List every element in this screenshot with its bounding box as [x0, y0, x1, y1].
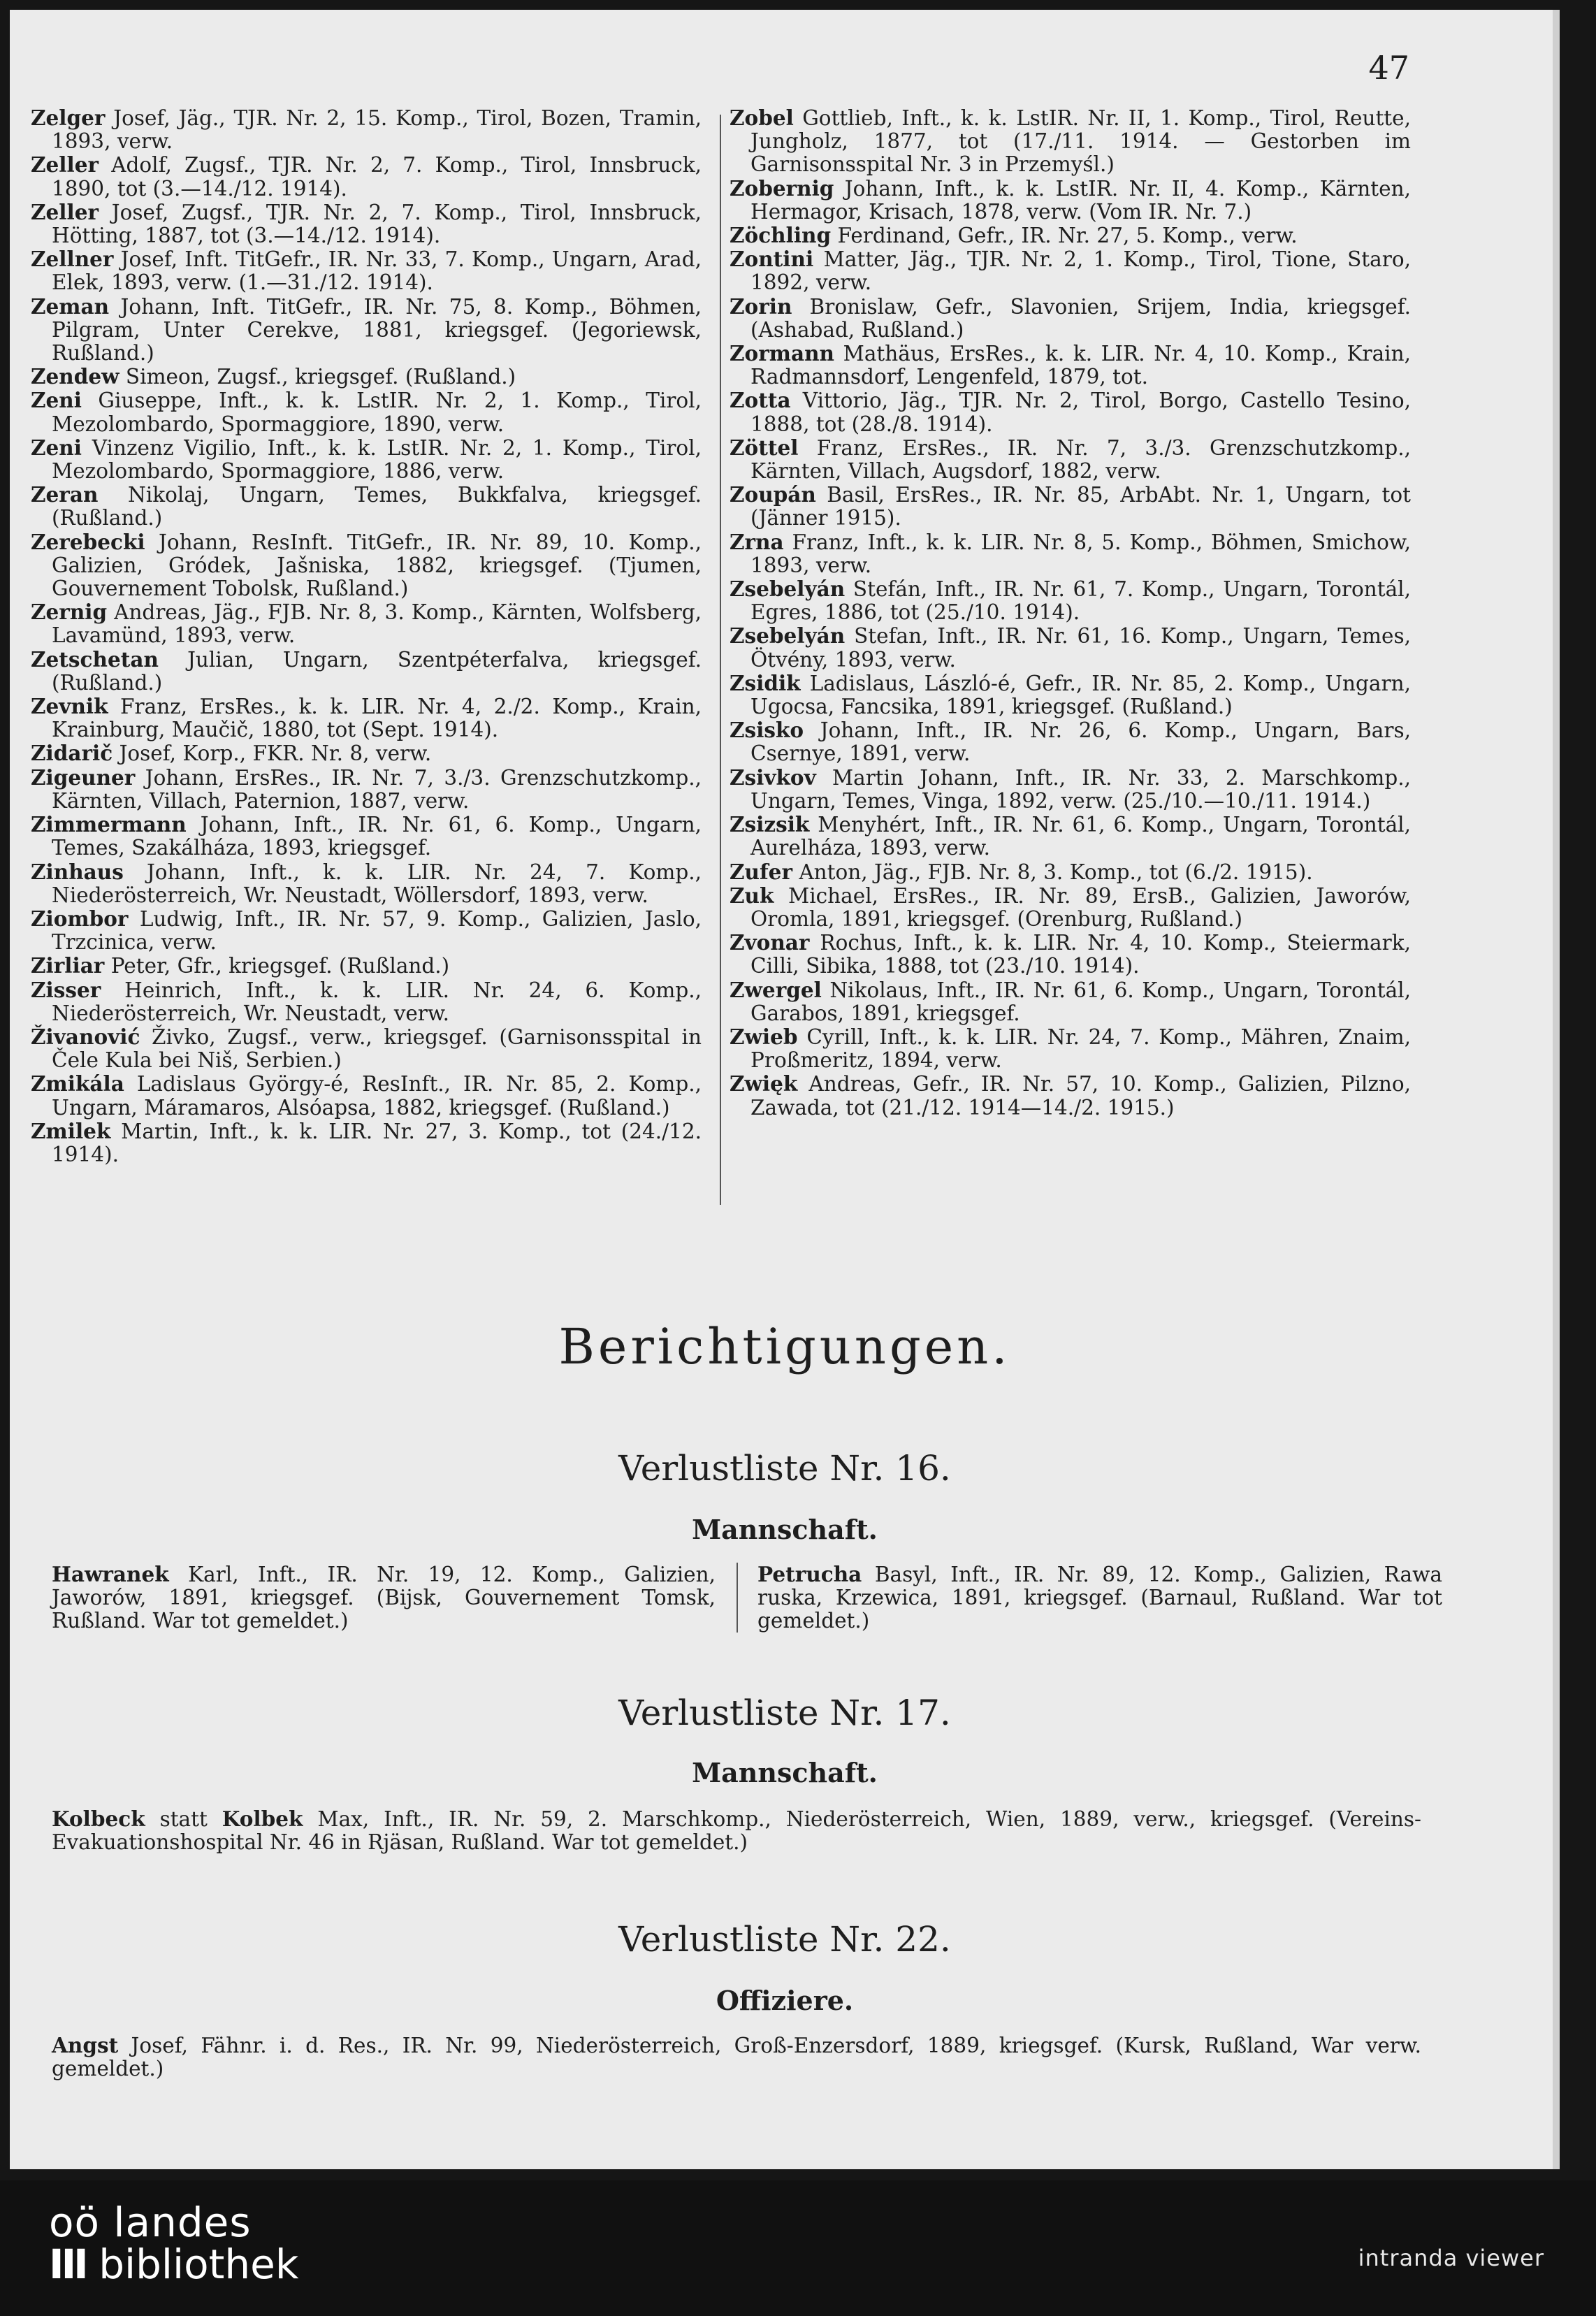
casualty-entry	[31, 648, 702, 695]
left-column	[31, 106, 702, 1166]
entry-details: Vinzenz Vigilio, Inft., k. k. LstIR. Nr. 2, 1. Komp., Tirol, Mezolombardo, Spormaggiore, 1886, verw.	[52, 435, 702, 484]
casualty-entry	[31, 436, 702, 483]
entry-details: Johann, Inft., k. k. LIR. Nr. 24, 7. Komp., Niederösterreich, Wr. Neustadt, Wöllersdorf, 1893, verw.	[52, 860, 702, 907]
casualty-entry	[730, 577, 1411, 624]
list-16-entry-left	[52, 1563, 716, 1633]
entry-details: Julian, Ungarn, Szentpéterfalva, kriegsgef. (Rußland.)	[52, 647, 702, 695]
casualty-entry	[730, 247, 1411, 294]
entry-surname: Zetschetan	[31, 646, 159, 672]
casualty-entry	[730, 766, 1411, 813]
entry-details: Gottlieb, Inft., k. k. LstIR. Nr. II, 1. Komp., Tirol, Reutte, Jungholz, 1877, tot (17./11. 1914. — Gestorben im Garnisonsspital Nr. 3 in Przemyśl.)	[750, 106, 1411, 177]
entry-surname: Zernig	[31, 600, 108, 625]
entry-details: Ludwig, Inft., IR. Nr. 57, 9. Komp., Galizien, Jaslo, Trzcinica, verw.	[52, 906, 702, 955]
casualty-entry	[31, 741, 702, 765]
casualty-entry	[31, 766, 702, 813]
entry-surname: Angst	[52, 2033, 119, 2057]
entry-surname: Zidarič	[31, 741, 113, 766]
entry-details: Giuseppe, Inft., k. k. LstIR. Nr. 2, 1. Komp., Tirol, Mezolombardo, Spormaggiore, 1890, verw.	[52, 389, 702, 436]
casualty-entry	[730, 860, 1411, 884]
entry-surname: Zsizsik	[730, 812, 810, 837]
entry-prefix: Kolbeck	[52, 1807, 145, 1831]
entry-details: Bronislaw, Gefr., Slavonien, Srijem, India, kriegsgef. (Ashabad, Rußland.)	[750, 294, 1411, 342]
casualty-entry	[31, 153, 702, 200]
entry-surname: Zobernig	[730, 175, 834, 201]
entry-details: Johann, ResInft. TitGefr., IR. Nr. 89, 10. Komp., Galizien, Gródek, Jašniska, 1882, kriegsgef. (Tjumen, Gouvernement Tobolsk, Rußland.)	[52, 530, 702, 601]
entry-surname: Zigeuner	[31, 765, 136, 790]
casualty-entry	[31, 907, 702, 954]
entry-details: Josef, Zugsf., TJR. Nr. 2, 7. Komp., Tirol, Innsbruck, Hötting, 1887, tot (3.—14./12. 1914).	[52, 200, 702, 248]
entry-surname: Zormann	[730, 341, 834, 366]
entry-details: Karl, Inft., IR. Nr. 19, 12. Komp., Galizien, Jaworów, 1891, kriegsgef. (Bijsk, Gouvernement Tomsk, Rußland. War tot gemeldet.)	[52, 1563, 716, 1633]
entry-details: Johann, Inft., IR. Nr. 61, 6. Komp., Ungarn, Temes, Szakálháza, 1893, kriegsgef.	[52, 813, 702, 860]
casualty-entry	[31, 1120, 702, 1166]
entry-surname: Zufer	[730, 859, 792, 884]
entry-details: Josef, Inft. TitGefr., IR. Nr. 33, 7. Komp., Ungarn, Arad, Elek, 1893, verw. (1.—31./12. 1914).	[52, 247, 702, 295]
casualty-entry	[730, 389, 1411, 435]
casualty-entry	[730, 224, 1411, 247]
entry-details: Rochus, Inft., k. k. LIR. Nr. 4, 10. Komp., Steiermark, Cilli, Sibika, 1888, tot (23./10. 1914).	[750, 931, 1411, 978]
entry-surname: Zuk	[730, 883, 774, 908]
entry-details: Heinrich, Inft., k. k. LIR. Nr. 24, 6. Komp., Niederösterreich, Wr. Neustadt, verw.	[52, 978, 702, 1025]
list-16-entry-right	[757, 1563, 1442, 1633]
page-number: 47	[1368, 49, 1409, 87]
casualty-entry	[730, 718, 1411, 765]
entry-details: Ladislaus, László-é, Gefr., IR. Nr. 85, 2. Komp., Ungarn, Ugocsa, Fancsika, 1891, kriegsgef. (Rußland.)	[750, 671, 1411, 719]
entry-details: Anton, Jäg., FJB. Nr. 8, 3. Komp., tot (6./2. 1915).	[792, 860, 1313, 884]
entry-details: Cyrill, Inft., k. k. LIR. Nr. 24, 7. Komp., Mähren, Znaim, Proßmeritz, 1894, verw.	[750, 1025, 1411, 1073]
entry-details: Johann, Inft. TitGefr., IR. Nr. 75, 8. Komp., Böhmen, Pilgram, Unter Cerekve, 1881, kriegsgef. (Jegoriewsk, Rußland.)	[52, 294, 702, 366]
logo-line-2: III bibliothek	[49, 2241, 299, 2288]
entry-details: Johann, Inft., IR. Nr. 26, 6. Komp., Ungarn, Bars, Csernye, 1891, verw.	[750, 718, 1411, 766]
list-17-entry	[52, 1807, 1421, 1854]
entry-details: Matter, Jäg., TJR. Nr. 2, 1. Komp., Tirol, Tione, Staro, 1892, verw.	[750, 247, 1411, 295]
casualty-entry	[730, 813, 1411, 860]
entry-surname: Zeman	[31, 294, 110, 319]
entry-surname: Zevnik	[31, 694, 108, 719]
casualty-entry	[730, 483, 1411, 530]
document-page	[10, 10, 1560, 2169]
entry-surname: Zeran	[31, 482, 99, 507]
entry-details: Basil, ErsRes., IR. Nr. 85, ArbAbt. Nr. 1, Ungarn, tot (Jänner 1915).	[750, 483, 1411, 530]
corrections-heading: Berichtigungen.	[558, 1318, 1011, 1375]
entry-details: Ferdinand, Gefr., IR. Nr. 27, 5. Komp., verw.	[831, 224, 1298, 248]
casualty-entry	[730, 931, 1411, 978]
entry-surname: Zwięk	[730, 1071, 798, 1097]
list-16-subtitle: Mannschaft.	[692, 1514, 878, 1545]
entry-connector: statt	[145, 1807, 222, 1831]
casualty-entry	[31, 483, 702, 530]
entry-details: Martin Johann, Inft., IR. Nr. 33, 2. Marschkomp., Ungarn, Temes, Vinga, 1892, verw. (25./10.—10./11. 1914.)	[750, 765, 1411, 813]
casualty-entry	[730, 1025, 1411, 1072]
casualty-entry	[31, 695, 702, 741]
casualty-entry	[730, 1072, 1411, 1119]
list-16-title: Verlustliste Nr. 16.	[618, 1448, 951, 1489]
entry-details: Živko, Zugsf., verw., kriegsgef. (Garnisonsspital in Čele Kula bei Niš, Serbien.)	[52, 1025, 702, 1073]
casualty-entry	[31, 295, 702, 366]
casualty-entry	[31, 365, 702, 389]
list-22-entry	[52, 2034, 1421, 2080]
casualty-entry	[730, 530, 1411, 577]
casualty-entry	[31, 600, 702, 647]
casualty-entry	[31, 106, 702, 153]
entry-surname: Zorin	[730, 294, 792, 319]
entry-surname: Zontini	[730, 247, 814, 272]
list-17-title: Verlustliste Nr. 17.	[618, 1693, 951, 1733]
entry-surname: Zinhaus	[31, 859, 124, 884]
casualty-entry	[31, 813, 702, 860]
entry-details: Franz, ErsRes., k. k. LIR. Nr. 4, 2./2. Komp., Krain, Krainburg, Maučič, 1880, tot (Sept. 1914).	[52, 695, 702, 742]
entry-surname: Ziombor	[31, 906, 129, 931]
entry-details: Peter, Gfr., kriegsgef. (Rußland.)	[104, 954, 450, 978]
entry-surname: Zeni	[31, 435, 82, 460]
casualty-entry	[31, 978, 702, 1025]
entry-surname: Zsivkov	[730, 765, 816, 790]
entry-details: Nikolaj, Ungarn, Temes, Bukkfalva, kriegsgef. (Rußland.)	[52, 483, 702, 530]
entry-details: Andreas, Jäg., FJB. Nr. 8, 3. Komp., Kärnten, Wolfsberg, Lavamünd, 1893, verw.	[52, 600, 702, 648]
entry-details: Stefán, Inft., IR. Nr. 61, 7. Komp., Ungarn, Torontál, Egres, 1886, tot (25./10. 1914).	[750, 577, 1411, 625]
entry-surname: Živanović	[31, 1024, 140, 1049]
list-17-subtitle: Mannschaft.	[692, 1757, 878, 1788]
entry-surname: Zisser	[31, 977, 101, 1002]
casualty-entry	[730, 978, 1411, 1025]
casualty-entry	[730, 342, 1411, 389]
entry-surname: Zmilek	[31, 1118, 111, 1143]
entry-details: Franz, ErsRes., IR. Nr. 7, 3./3. Grenzschutzkomp., Kärnten, Villach, Augsdorf, 1882, verw.	[750, 435, 1411, 484]
entry-surname: Hawranek	[52, 1562, 169, 1586]
entry-details: Josef, Fähnr. i. d. Res., IR. Nr. 99, Niederösterreich, Groß-Enzersdorf, 1889, kriegsgef. (Kursk, Rußland, War verw. gemeldet.)	[52, 2034, 1421, 2080]
casualty-entry	[730, 177, 1411, 224]
entry-details: Mathäus, ErsRes., k. k. LIR. Nr. 4, 10. Komp., Krain, Radmannsdorf, Lengenfeld, 1879, tot.	[750, 342, 1411, 389]
entry-details: Johann, ErsRes., IR. Nr. 7, 3./3. Grenzschutzkomp., Kärnten, Villach, Paternion, 1887, verw.	[52, 765, 702, 813]
entry-details: Max, Inft., IR. Nr. 59, 2. Marschkomp., Niederösterreich, Wien, 1889, verw., kriegsgef. (Vereins-Evakuationshospital Nr. 46 in Rjäsan, Rußland. War tot gemeldet.)	[52, 1807, 1422, 1854]
entry-surname: Zöchling	[730, 223, 832, 248]
entry-details: Nikolaus, Inft., IR. Nr. 61, 6. Komp., Ungarn, Torontál, Garabos, 1891, kriegsgef.	[750, 978, 1411, 1025]
entry-surname: Zerebecki	[31, 529, 145, 554]
entry-surname: Petrucha	[757, 1562, 862, 1586]
casualty-entry	[730, 624, 1411, 671]
list-22-subtitle: Offiziere.	[716, 1985, 854, 2016]
casualty-entry	[31, 954, 702, 978]
entry-surname: Zvonar	[730, 930, 810, 955]
entry-details: Simeon, Zugsf., kriegsgef. (Rußland.)	[119, 365, 516, 389]
entry-details: Ladislaus György-é, ResInft., IR. Nr. 85, 2. Komp., Ungarn, Máramaros, Alsóapsa, 1882, kriegsgef. (Rußland.)	[52, 1072, 702, 1120]
entry-details: Andreas, Gefr., IR. Nr. 57, 10. Komp., Galizien, Pilzno, Zawada, tot (21./12. 1914—14./2. 1915.)	[750, 1072, 1411, 1120]
entry-surname: Zwergel	[730, 977, 822, 1002]
entry-surname: Zsebelyán	[730, 577, 846, 602]
list-22-title: Verlustliste Nr. 22.	[618, 1919, 951, 1960]
casualty-entry	[730, 295, 1411, 342]
entry-surname: Zimmermann	[31, 812, 187, 837]
entry-surname: Zirliar	[31, 953, 105, 978]
list-16-divider	[737, 1563, 738, 1633]
entry-details: Josef, Korp., FKR. Nr. 8, verw.	[113, 741, 432, 766]
entry-surname: Zoupán	[730, 482, 816, 507]
casualty-entry	[730, 106, 1411, 177]
casualty-entry	[31, 860, 702, 907]
entry-details: Stefan, Inft., IR. Nr. 61, 16. Komp., Ungarn, Temes, Ötvény, 1893, verw.	[750, 624, 1411, 672]
entry-surname: Zeni	[31, 388, 82, 413]
entry-surname: Zeller	[31, 199, 99, 224]
entry-details: Menyhért, Inft., IR. Nr. 61, 6. Komp., Ungarn, Torontál, Aurelháza, 1893, verw.	[750, 813, 1411, 860]
entry-surname: Zsebelyán	[730, 623, 846, 649]
right-column	[730, 106, 1411, 1120]
entry-details: Vittorio, Jäg., TJR. Nr. 2, Tirol, Borgo, Castello Tesino, 1888, tot (28./8. 1914).	[750, 389, 1411, 436]
entry-surname: Zöttel	[730, 435, 799, 460]
casualty-entry	[31, 530, 702, 601]
casualty-entry	[31, 247, 702, 294]
entry-surname: Zendew	[31, 364, 119, 389]
entry-surname: Zotta	[730, 388, 791, 413]
entry-surname: Zellner	[31, 247, 114, 272]
entry-surname: Zsidik	[730, 670, 801, 695]
library-logo	[49, 2199, 299, 2288]
entry-details: Josef, Jäg., TJR. Nr. 2, 15. Komp., Tirol, Bozen, Tramin, 1893, verw.	[52, 106, 702, 154]
entry-surname: Zsisko	[730, 718, 804, 743]
entry-details: Martin, Inft., k. k. LIR. Nr. 27, 3. Komp., tot (24./12. 1914).	[52, 1119, 702, 1166]
entry-details: Michael, ErsRes., IR. Nr. 89, ErsB., Galizien, Jaworów, Oromla, 1891, kriegsgef. (Orenburg, Rußland.)	[750, 883, 1411, 931]
casualty-entry	[730, 436, 1411, 483]
casualty-entry	[31, 201, 702, 247]
entry-surname: Zobel	[730, 106, 794, 130]
casualty-entry	[730, 884, 1411, 931]
entry-surname: Zelger	[31, 106, 106, 130]
casualty-entry	[31, 1025, 702, 1072]
casualty-entry	[31, 389, 702, 435]
logo-line-2-text: bibliothek	[99, 2241, 299, 2288]
logo-line-1: oö landes	[49, 2199, 252, 2246]
entry-surname: Zrna	[730, 529, 784, 554]
entry-details: Basyl, Inft., IR. Nr. 89, 12. Komp., Galizien, Rawa ruska, Krzewica, 1891, kriegsgef. (Barnaul, Rußland. War tot gemeldet.)	[757, 1563, 1442, 1633]
casualty-entry	[31, 1072, 702, 1119]
entry-details: Johann, Inft., k. k. LstIR. Nr. II, 4. Komp., Kärnten, Hermagor, Krisach, 1878, verw. (Vom IR. Nr. 7.)	[750, 176, 1411, 224]
column-divider	[720, 115, 721, 1205]
entry-surname: Kolbek	[222, 1807, 303, 1831]
entry-details: Adolf, Zugsf., TJR. Nr. 2, 7. Komp., Tirol, Innsbruck, 1890, tot (3.—14./12. 1914).	[52, 153, 702, 201]
entry-surname: Zeller	[31, 152, 99, 178]
viewer-label: intranda viewer	[1358, 2245, 1544, 2271]
entry-details: Franz, Inft., k. k. LIR. Nr. 8, 5. Komp., Böhmen, Smichow, 1893, verw.	[750, 530, 1411, 577]
entry-surname: Zwieb	[730, 1024, 798, 1049]
entry-surname: Zmikála	[31, 1071, 124, 1097]
casualty-entry	[730, 672, 1411, 718]
